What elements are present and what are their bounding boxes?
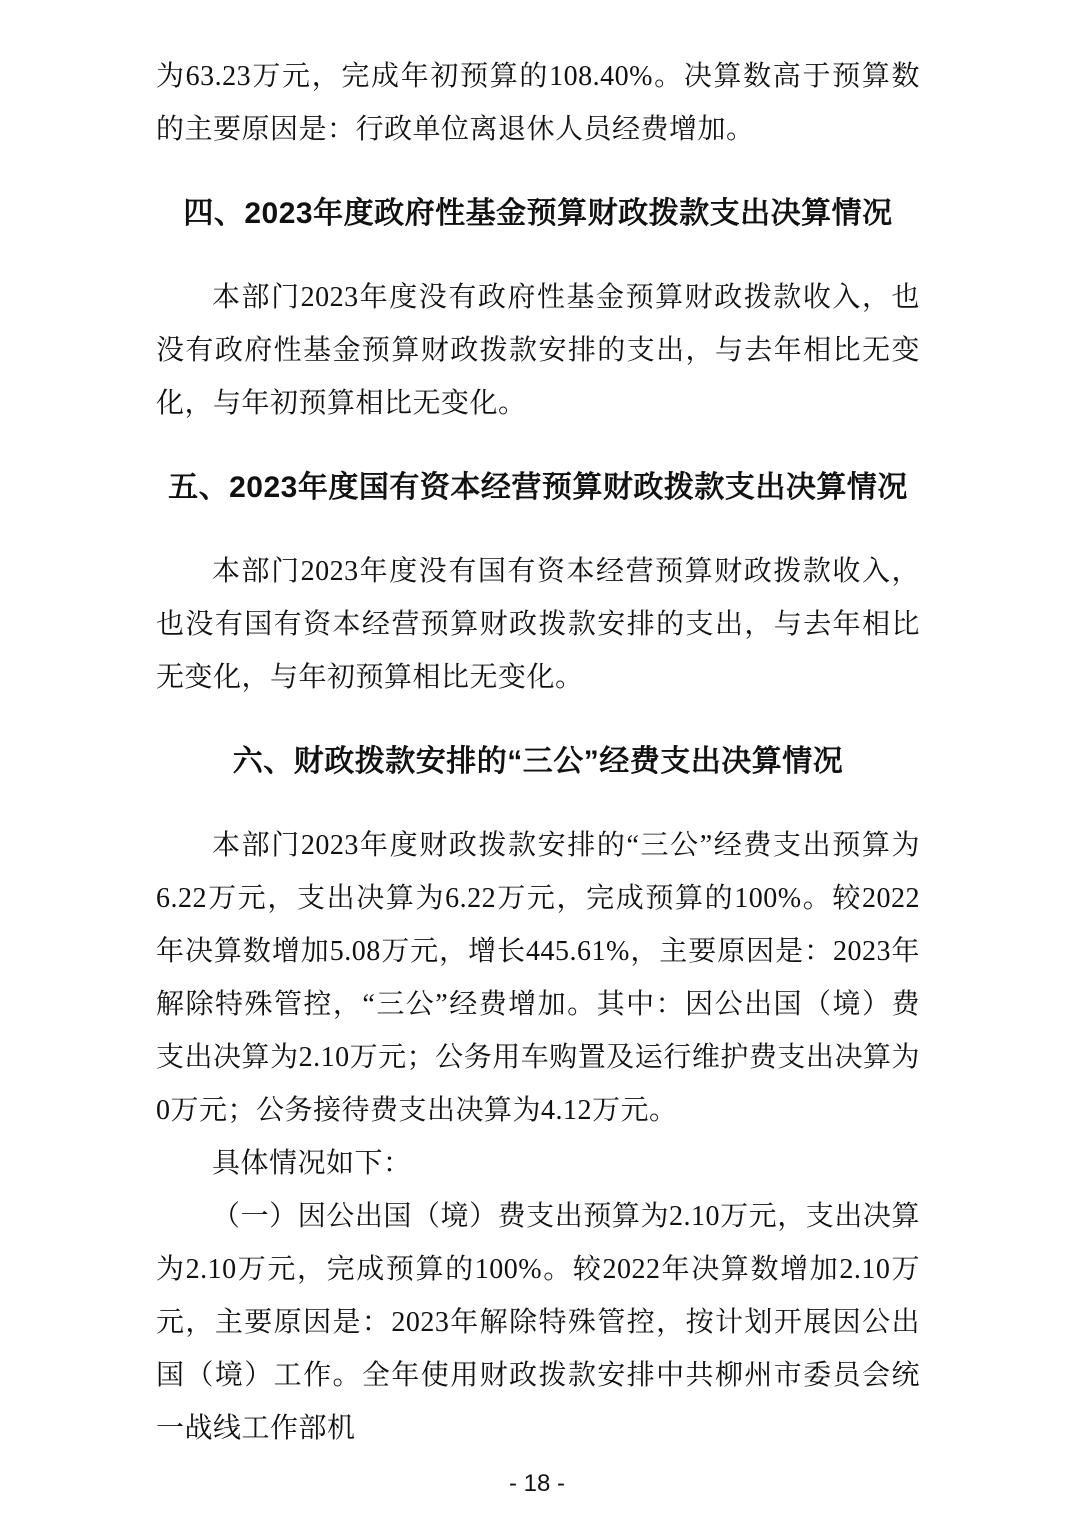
section-6-paragraph-summary: 本部门2023年度财政拨款安排的“三公”经费支出预算为6.22万元，支出决算为6.22万元，完成预算的100%。较2022年决算数增加5.08万元，增长445.61%，主要原因是：2023年解除特殊管控，“三公”经费增加。其中：因公出国（境）费支出决算为2.10万元；公务用车购置及运行维护费支出决算为0万元；公务接待费支出决算为4.12万元。 xyxy=(156,830,920,1126)
section-6-paragraph-item-1: （一）因公出国（境）费支出预算为2.10万元，支出决算为2.10万元，完成预算的100%。较2022年决算数增加2.10万元，主要原因是：2023年解除特殊管控，按计划开展因公出国（境）工作。全年使用财政拨款安排中共柳州市委员会统一战线工作部机 xyxy=(156,1201,920,1444)
page-number: - 18 - xyxy=(508,1470,565,1497)
section-6-paragraph-details-lead: 具体情况如下： xyxy=(212,1148,412,1179)
intro-continuation-paragraph: 为63.23万元，完成年初预算的108.40%。决算数高于预算数的主要原因是：行政单位离退休人员经费增加。 xyxy=(156,61,920,145)
section-5-paragraph: 本部门2023年度没有国有资本经营预算财政拨款收入，也没有国有资本经营预算财政拨款安排的支出，与去年相比无变化，与年初预算相比无变化。 xyxy=(156,556,920,693)
section-4-heading: 四、2023年度政府性基金预算财政拨款支出决算情况 xyxy=(183,197,893,230)
section-5-heading: 五、2023年度国有资本经营预算财政拨款支出决算情况 xyxy=(168,471,908,504)
section-4-paragraph: 本部门2023年度没有政府性基金预算财政拨款收入，也没有政府性基金预算财政拨款安排的支出，与去年相比无变化，与年初预算相比无变化。 xyxy=(156,282,920,419)
section-6-heading: 六、财政拨款安排的“三公”经费支出决算情况 xyxy=(232,745,844,778)
